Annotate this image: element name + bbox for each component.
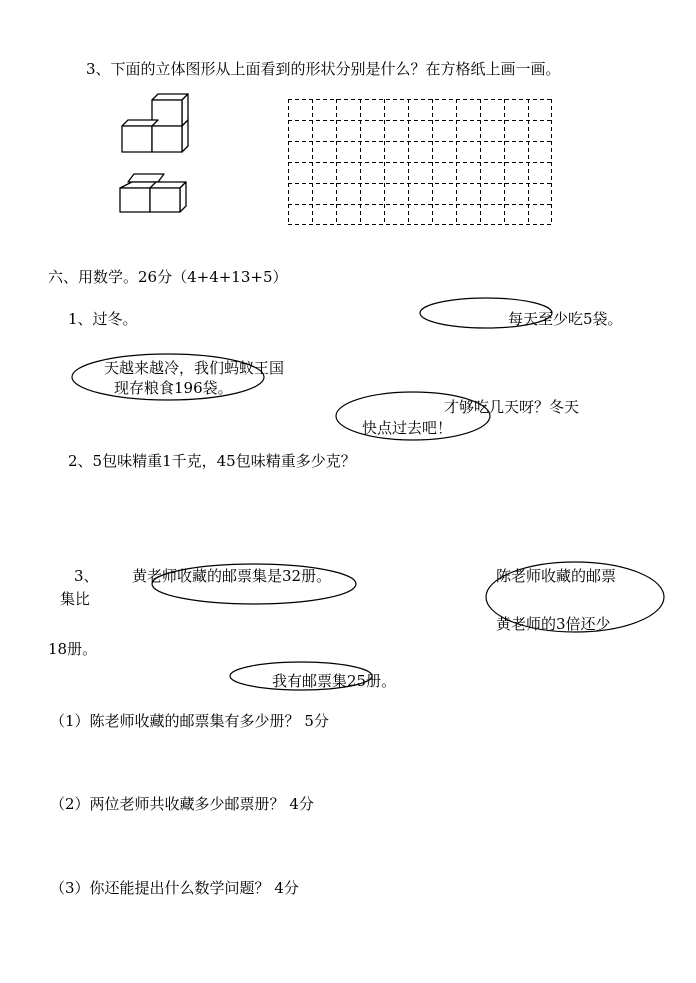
problem-3-label: 3、 bbox=[74, 567, 99, 585]
sub-question-2: （2）两位老师共收藏多少邮票册？ 4分 bbox=[50, 795, 314, 813]
sub-question-3: （3）你还能提出什么数学问题？ 4分 bbox=[50, 879, 299, 897]
bubble-me-text: 我有邮票集25册。 bbox=[272, 672, 397, 690]
sub-question-1: （1）陈老师收藏的邮票集有多少册？ 5分 bbox=[50, 712, 329, 730]
bubble-question-line-2: 快点过去吧！ bbox=[362, 419, 453, 437]
cube-figure-1 bbox=[118, 92, 198, 162]
problem-1-label: 1、过冬。 bbox=[68, 310, 138, 328]
bubble-ant-line-2: 现存粮食196袋。 bbox=[114, 379, 233, 397]
problem-3-continuation-18: 18册。 bbox=[48, 640, 98, 658]
bubble-chen-line-2: 黄老师的3倍还少 bbox=[496, 615, 611, 633]
bubble-question-line-1: 才够吃几天呀？冬天 bbox=[444, 398, 580, 416]
bubble-huang-text: 黄老师收藏的邮票集是32册。 bbox=[132, 567, 332, 585]
bubble-daily-text: 每天至少吃5袋。 bbox=[508, 310, 623, 328]
problem-2-text: 2、5包味精重1千克，45包味精重多少克？ bbox=[68, 452, 356, 470]
cube-figure-2 bbox=[116, 170, 196, 220]
bubble-ant-line-1: 天越来越冷，我们蚂蚁王国 bbox=[104, 359, 285, 377]
bubble-chen-line-1: 陈老师收藏的邮票 bbox=[496, 567, 617, 585]
section-6-heading: 六、用数学。26分（4+4+13+5） bbox=[48, 268, 288, 286]
problem-3-continuation-left: 集比 bbox=[60, 590, 91, 608]
square-grid-paper[interactable] bbox=[288, 99, 552, 226]
q3-title: 3、下面的立体图形从上面看到的形状分别是什么？在方格纸上画一画。 bbox=[86, 60, 561, 78]
